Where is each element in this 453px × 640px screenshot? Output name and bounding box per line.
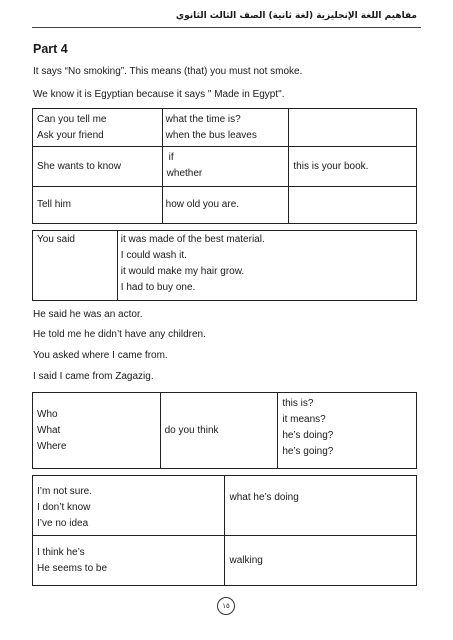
cell-text: he’s doing? <box>282 430 334 441</box>
cell-text: Tell him <box>37 199 71 210</box>
cell-text: how old you are. <box>165 199 240 210</box>
cell-text: what he’s doing <box>229 492 299 503</box>
cell-text: He seems to be <box>37 562 108 574</box>
table-cell <box>33 536 225 586</box>
example-line-1: He said he was an actor. <box>33 309 143 320</box>
cell-text: Can you tell me <box>37 114 107 125</box>
cell-text: I could wash it. <box>120 250 187 261</box>
table-cell <box>117 231 416 301</box>
header-divider <box>32 27 421 28</box>
cell-text: I’m not sure. <box>37 486 93 497</box>
cell-text: I had to buy one. <box>120 282 196 293</box>
cell-text: Who <box>37 408 58 420</box>
table-row <box>33 147 417 187</box>
table-cell <box>278 393 417 469</box>
table-cell <box>33 109 163 147</box>
table-cell <box>33 147 163 187</box>
cell-text: this is? <box>282 398 314 409</box>
cell-text: what the time is? <box>165 114 241 125</box>
table-cell <box>225 476 417 536</box>
intro-line-2: We know it is Egyptian because it says " Made in Egypt". <box>33 89 285 100</box>
table-cell <box>289 147 417 187</box>
table-row <box>33 109 417 147</box>
intro-line-1: It says “No smoking”. This means (that) you must not smoke. <box>33 66 303 77</box>
cell-text: if <box>168 152 174 163</box>
table-cell-empty <box>289 187 417 224</box>
cell-text: What <box>37 424 61 436</box>
table-cell <box>162 109 289 147</box>
example-line-2: He told me he didn’t have any children. <box>33 329 206 340</box>
table-cell <box>225 536 417 586</box>
cell-text: walking <box>229 554 263 566</box>
cell-text: Where <box>37 440 67 452</box>
table-cell <box>33 393 161 469</box>
table-cell <box>160 393 278 469</box>
cell-text: I don’t know <box>37 502 91 513</box>
table-uncertain-answers <box>32 475 417 586</box>
table-row <box>33 187 417 224</box>
cell-text: this is your book. <box>293 160 369 172</box>
table-row <box>33 231 417 301</box>
cell-text: when the bus leaves <box>165 130 257 141</box>
table-question-patterns <box>32 108 417 224</box>
table-embedded-questions <box>32 392 417 469</box>
cell-text: whether <box>166 168 203 179</box>
table-cell-empty <box>289 109 417 147</box>
cell-text: do you think <box>164 424 219 436</box>
cell-text: You said <box>37 234 75 245</box>
cell-text: it was made of the best material. <box>120 234 265 245</box>
example-line-3: You asked where I came from. <box>33 350 168 361</box>
cell-text: She wants to know <box>37 160 121 172</box>
table-cell <box>33 231 118 301</box>
part-heading: Part 4 <box>33 42 68 56</box>
table-cell <box>162 147 289 187</box>
table-cell <box>33 187 163 224</box>
cell-text: Ask your friend <box>37 130 104 141</box>
page-number: ١٥ <box>217 597 235 615</box>
table-row <box>33 536 417 586</box>
cell-text: it would make my hair grow. <box>120 266 245 277</box>
cell-text: I think he’s <box>37 546 85 558</box>
example-line-4: I said I came from Zagazig. <box>33 371 154 382</box>
table-row <box>33 393 417 469</box>
table-reported-statements <box>32 230 417 301</box>
cell-text: I’ve no idea <box>37 518 89 529</box>
table-row <box>33 476 417 536</box>
cell-text: he’s going? <box>282 446 334 457</box>
table-cell <box>162 187 289 224</box>
book-header-title: مفاهيم اللغة الإنجليزية (لغة ثانية) الصف الثالث الثانوي <box>175 11 417 21</box>
table-cell <box>33 476 225 536</box>
cell-text: it means? <box>282 414 326 425</box>
